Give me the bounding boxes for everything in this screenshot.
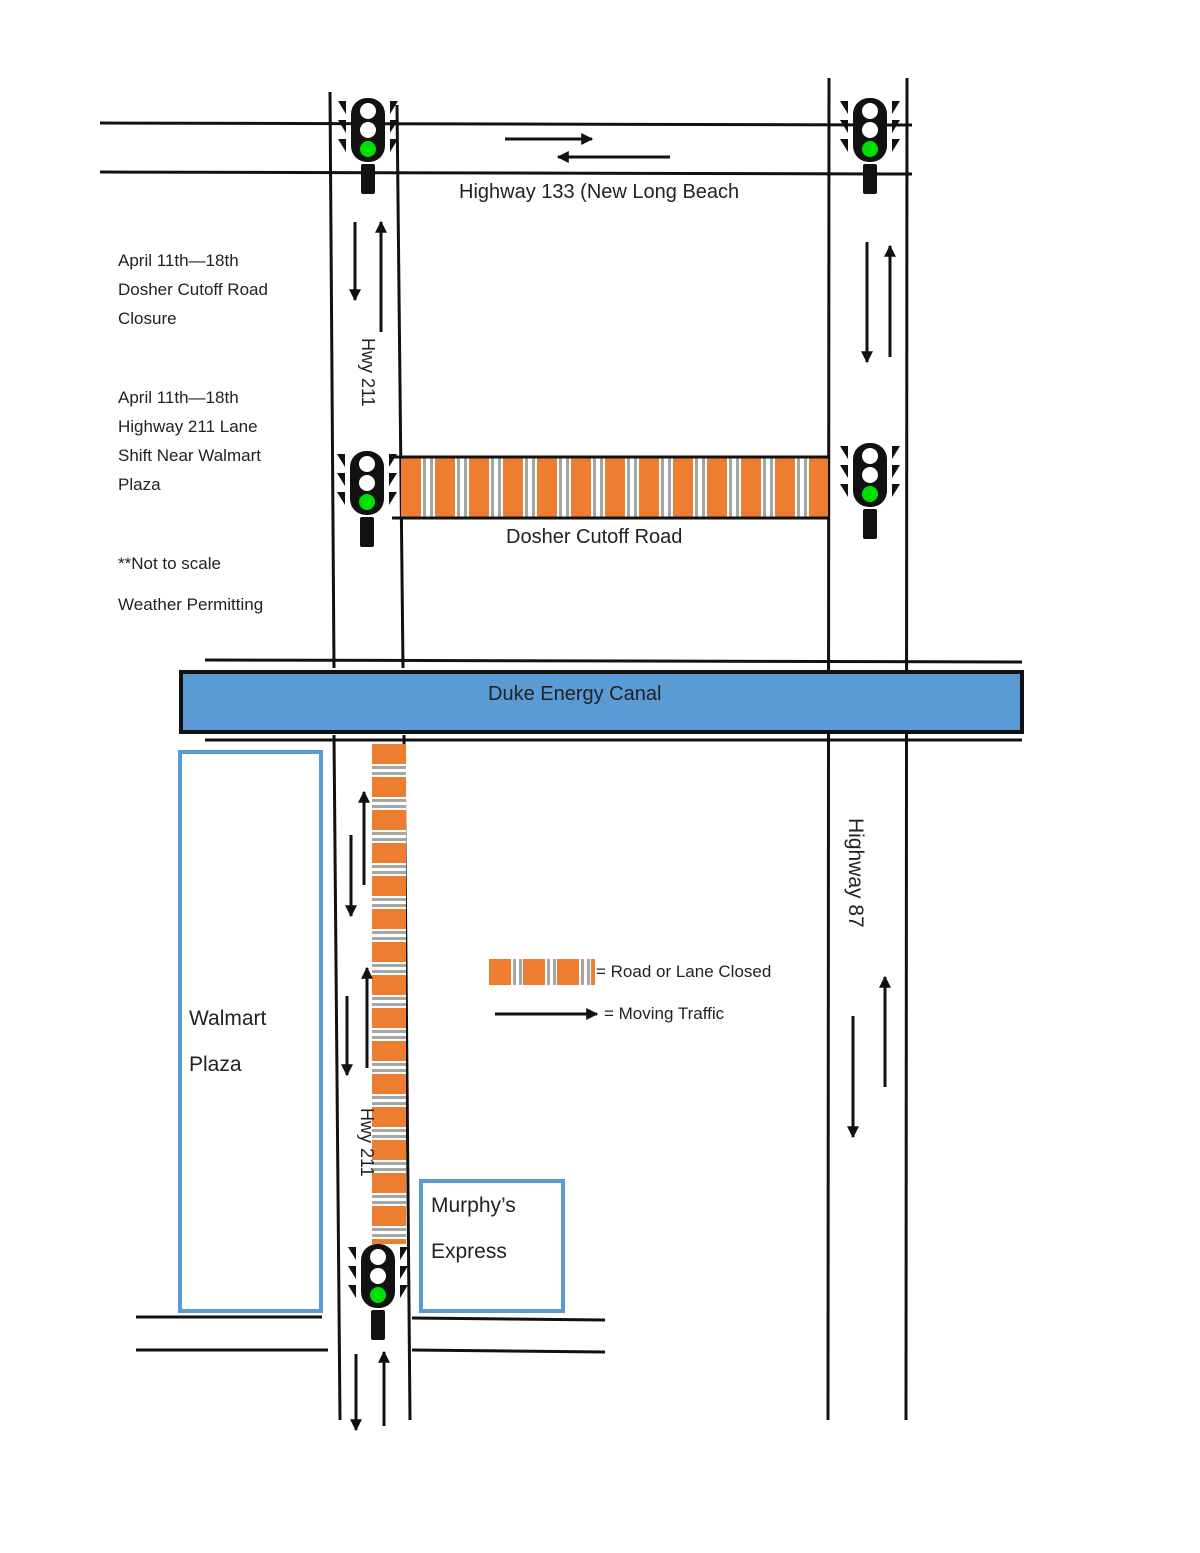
closure-note-line: Dosher Cutoff Road <box>118 280 268 299</box>
bottom-cross-road <box>136 1317 605 1352</box>
closure-note-line: Closure <box>118 309 177 328</box>
walmart-label-line: Plaza <box>189 1053 242 1076</box>
arrow-icon <box>347 139 890 1430</box>
walmart-label-line: Walmart <box>189 1007 267 1030</box>
dosher-cutoff-road-label: Dosher Cutoff Road <box>506 526 683 548</box>
legend-closed-label: = Road or Lane Closed <box>596 962 772 981</box>
traffic-light-icon <box>348 1244 408 1340</box>
lane-shift-note-line: April 11th—18th <box>118 388 239 407</box>
weather-note: Weather Permitting <box>118 595 264 614</box>
traffic-light-icon <box>840 98 900 194</box>
lane-shift-note-line: Plaza <box>118 475 161 494</box>
hwy-211-north-label: Hwy 211 <box>358 338 378 407</box>
hwy-211-south-label: Hwy 211 <box>357 1108 377 1177</box>
scale-note: **Not to scale <box>118 554 221 573</box>
lane-shift-note-line: Highway 211 Lane <box>118 417 258 436</box>
traffic-light-icon <box>338 98 398 194</box>
lane-shift-note-line: Shift Near Walmart <box>118 446 261 465</box>
canal-label: Duke Energy Canal <box>488 683 662 705</box>
walmart-plaza-label <box>189 996 266 1088</box>
legend-moving-label: = Moving Traffic <box>604 1004 725 1023</box>
highway-133-label: Highway 133 (New Long Beach <box>459 181 740 203</box>
murphys-label-line: Murphy’s <box>431 1194 516 1217</box>
traffic-light-icon <box>337 451 397 547</box>
lane-shift-note <box>118 383 261 499</box>
dosher-cutoff-road <box>392 457 829 518</box>
murphys-express-label <box>431 1183 516 1275</box>
dosher-closure-hatch <box>401 457 828 518</box>
murphys-label-line: Express <box>431 1240 507 1263</box>
closure-note-line: April 11th—18th <box>118 251 239 270</box>
traffic-light-icon <box>840 443 900 539</box>
legend-closed-swatch <box>489 959 595 985</box>
highway-87-label: Highway 87 <box>844 818 867 928</box>
closure-note <box>118 246 268 333</box>
highway-133-road <box>100 123 912 174</box>
hwy-211-lane-closure-hatch <box>372 744 406 1244</box>
